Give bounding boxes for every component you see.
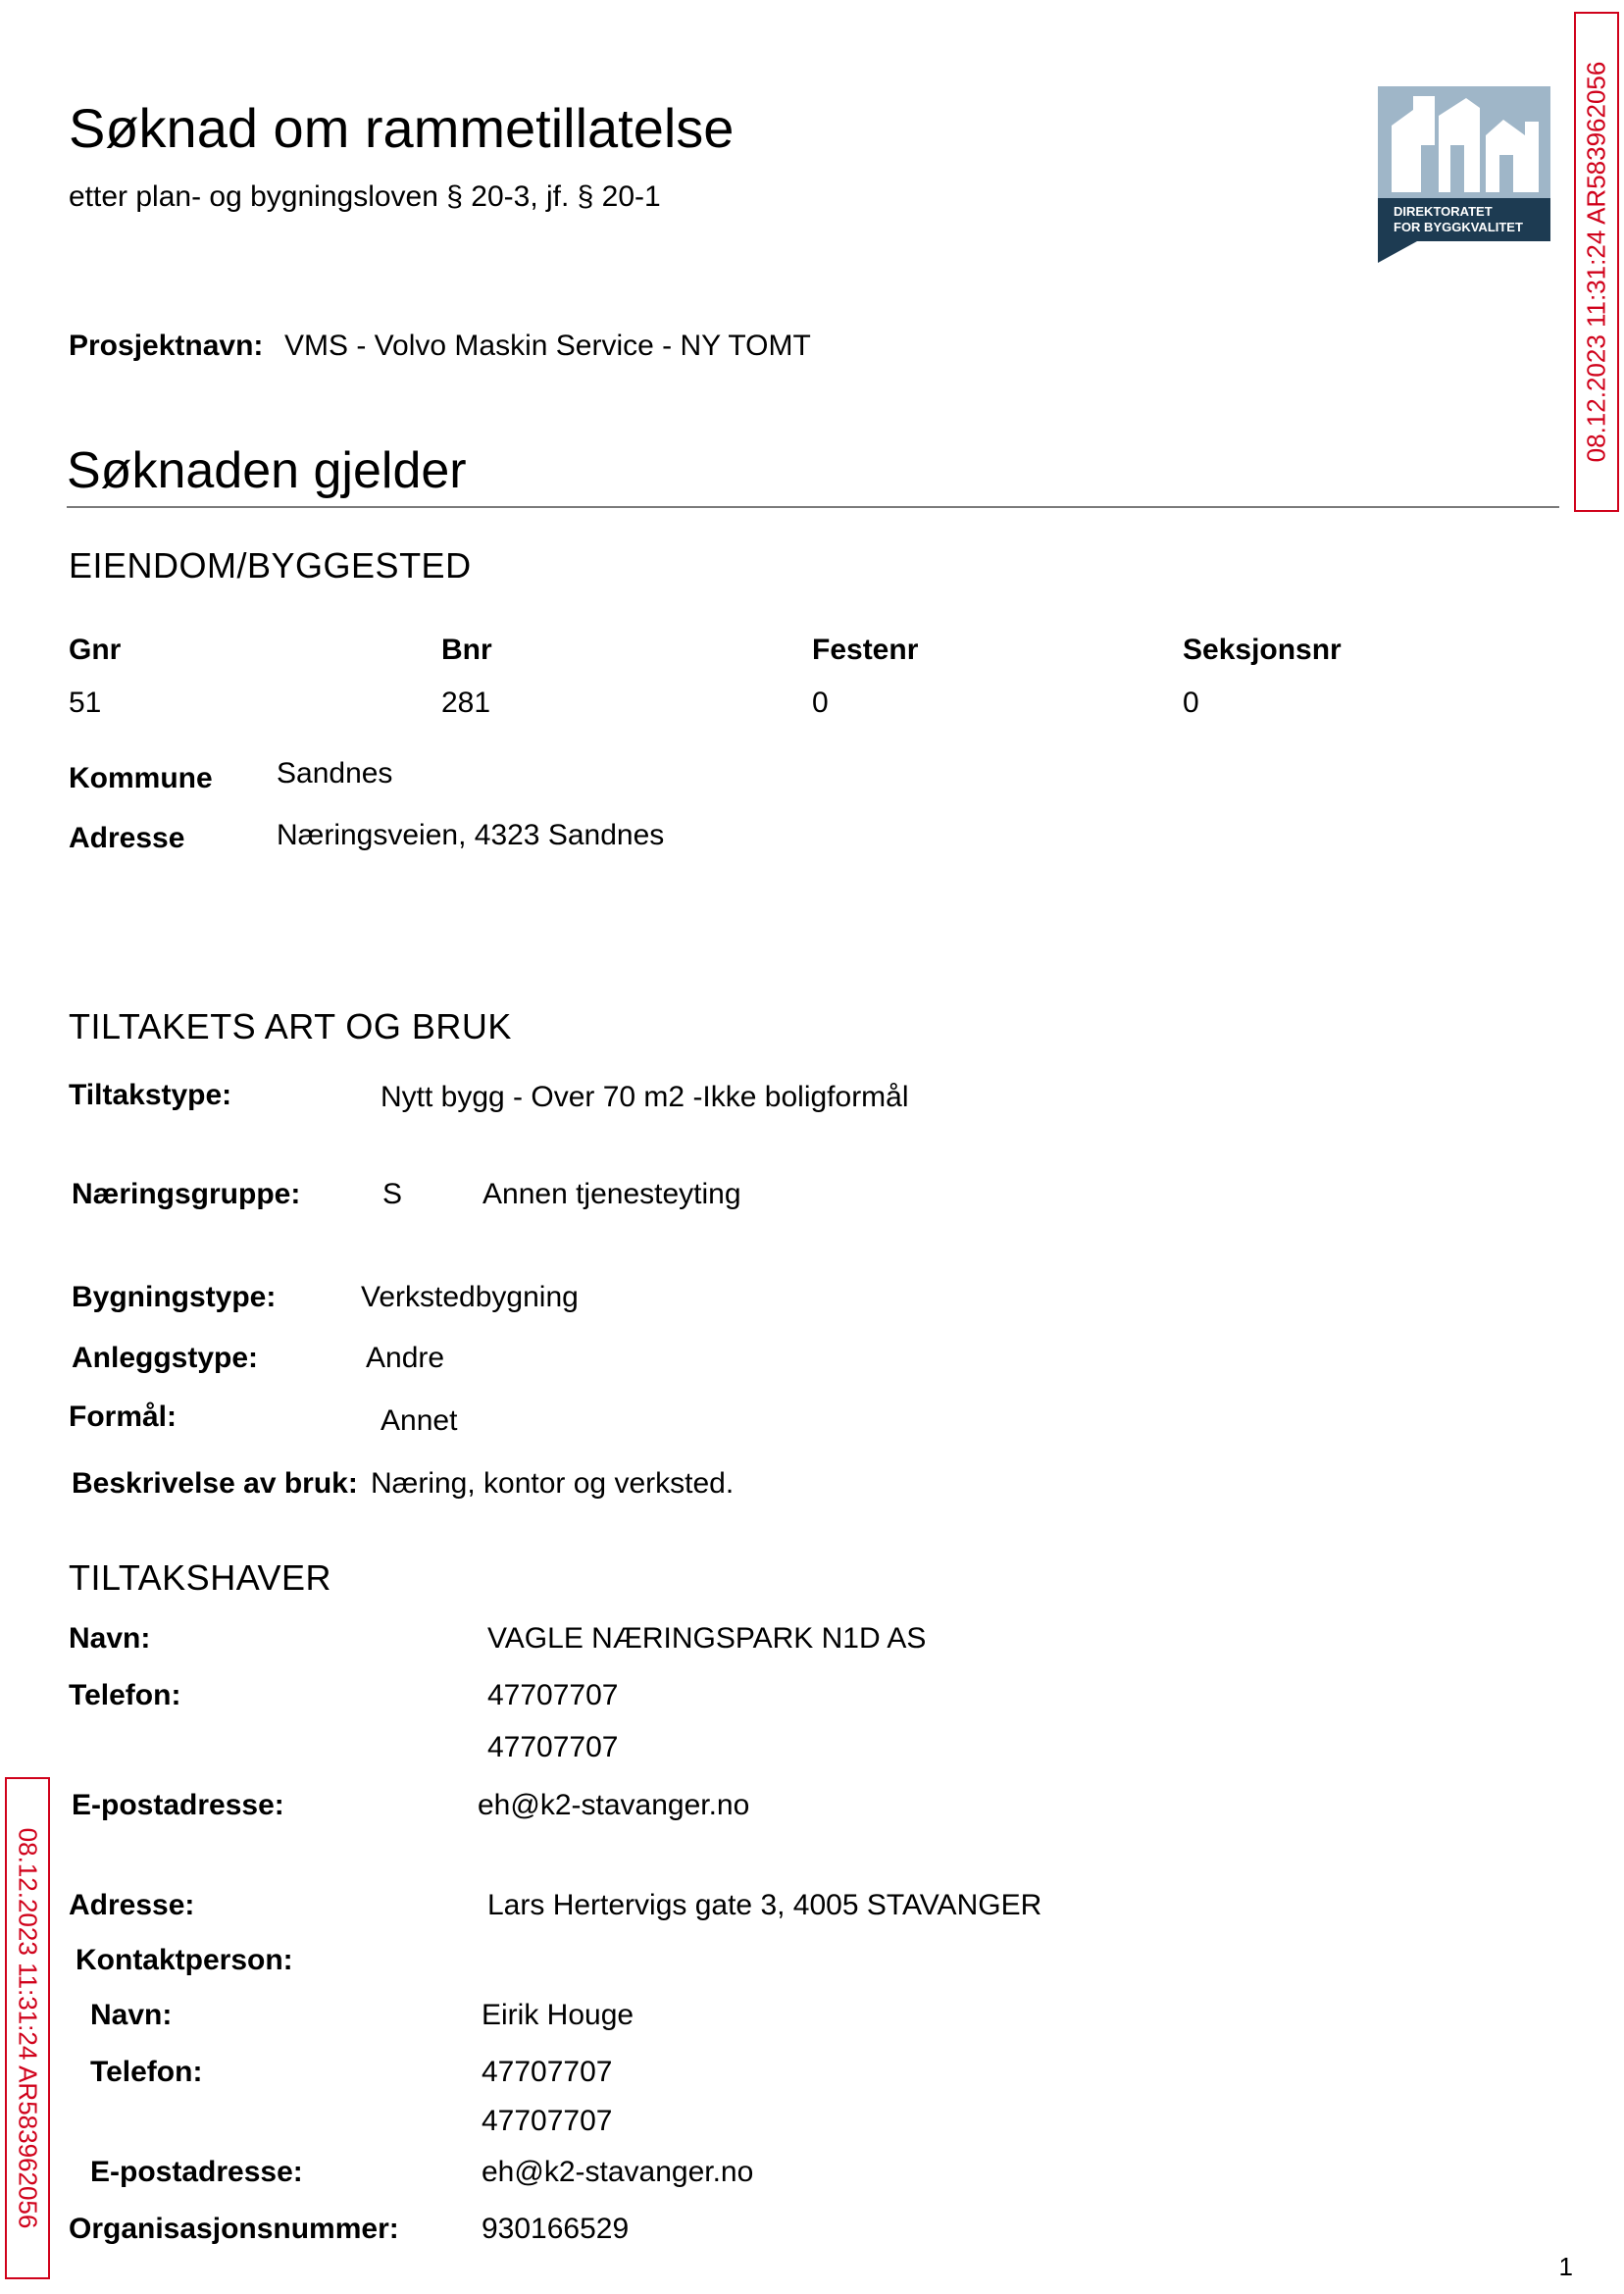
value-gnr: 51 [69,687,102,719]
tiltakshaver-adresse-label: Adresse: [69,1889,195,1921]
naeringsgruppe-code: S [382,1178,403,1210]
navn-value: VAGLE NÆRINGSPARK N1D AS [487,1622,927,1655]
kontakt-navn-label: Navn: [90,1999,173,2031]
value-bnr: 281 [441,687,491,719]
timestamp-stamp-right [1574,12,1619,512]
kontakt-epost-label: E-postadresse: [90,2156,303,2188]
kontaktperson-label: Kontaktperson: [76,1944,293,1976]
formal-label: Formål: [69,1401,178,1433]
kontakt-navn-value: Eirik Houge [482,1999,634,2031]
navn-label: Navn: [69,1622,151,1655]
epost-value: eh@k2-stavanger.no [478,1789,750,1821]
section-heading: Søknaden gjelder [67,442,467,499]
telefon-label: Telefon: [69,1679,181,1711]
logo-tail [1378,241,1417,263]
tiltak-heading: TILTAKETS ART OG BRUK [69,1006,512,1046]
kontakt-telefon-value-2: 47707707 [482,2105,613,2137]
tiltakstype-label: Tiltakstype: [69,1079,232,1111]
page-number: 1 [1558,2252,1573,2281]
kontakt-telefon-label: Telefon: [90,2056,203,2088]
tiltakstype-value: Nytt bygg - Over 70 m2 -Ikke boligformål [381,1081,909,1113]
timestamp-stamp-left [5,1777,50,2279]
orgnr-value: 930166529 [482,2213,630,2245]
telefon-value-2: 47707707 [487,1731,619,1763]
orgnr-label: Organisasjonsnummer: [69,2213,399,2245]
naeringsgruppe-value: Annen tjenesteyting [482,1178,741,1210]
page-title: Søknad om rammetillatelse [69,97,735,159]
stamp-text: 08.12.2023 11:31:24 AR583962056 [1581,61,1611,463]
formal-value: Annet [381,1404,458,1437]
adresse-label: Adresse [69,822,185,854]
anleggstype-value: Andre [366,1342,445,1374]
project-label: Prosjektnavn: [69,330,264,362]
kontakt-epost-value: eh@k2-stavanger.no [482,2156,754,2188]
project-value: VMS - Volvo Maskin Service - NY TOMT [284,330,811,362]
dibk-logo [1378,86,1550,263]
kommune-value: Sandnes [277,757,393,790]
section-divider [67,506,1559,508]
tiltakshaver-adresse-value: Lars Hertervigs gate 3, 4005 STAVANGER [487,1889,1042,1921]
value-seksjonsnr: 0 [1183,687,1199,719]
column-seksjonsnr: Seksjonsnr [1183,634,1342,666]
anleggstype-label: Anleggstype: [72,1342,259,1374]
value-festenr: 0 [812,687,829,719]
column-gnr: Gnr [69,634,122,666]
beskrivelse-value: Næring, kontor og verksted. [371,1467,735,1500]
epost-label: E-postadresse: [72,1789,284,1821]
tiltakshaver-heading: TILTAKSHAVER [69,1557,332,1598]
adresse-value: Næringsveien, 4323 Sandnes [277,819,665,851]
stamp-text: 08.12.2023 11:31:24 AR583962056 [13,1827,43,2229]
kommune-label: Kommune [69,762,213,794]
page-subtitle: etter plan- og bygningsloven § 20-3, jf. § 20-1 [69,180,661,213]
bygningstype-label: Bygningstype: [72,1281,277,1313]
kontakt-telefon-value-1: 47707707 [482,2056,613,2088]
column-festenr: Festenr [812,634,919,666]
column-bnr: Bnr [441,634,492,666]
naeringsgruppe-label: Næringsgruppe: [72,1178,301,1210]
bygningstype-value: Verkstedbygning [361,1281,579,1313]
eiendom-heading: EIENDOM/BYGGESTED [69,545,472,586]
logo-text-line-2: FOR BYGGKVALITET [1394,220,1523,234]
telefon-value-1: 47707707 [487,1679,619,1711]
logo-graphic [1378,86,1550,198]
logo-text [1378,198,1550,241]
beskrivelse-label: Beskrivelse av bruk: [72,1467,358,1500]
logo-text-line-1: DIREKTORATET [1394,204,1493,219]
